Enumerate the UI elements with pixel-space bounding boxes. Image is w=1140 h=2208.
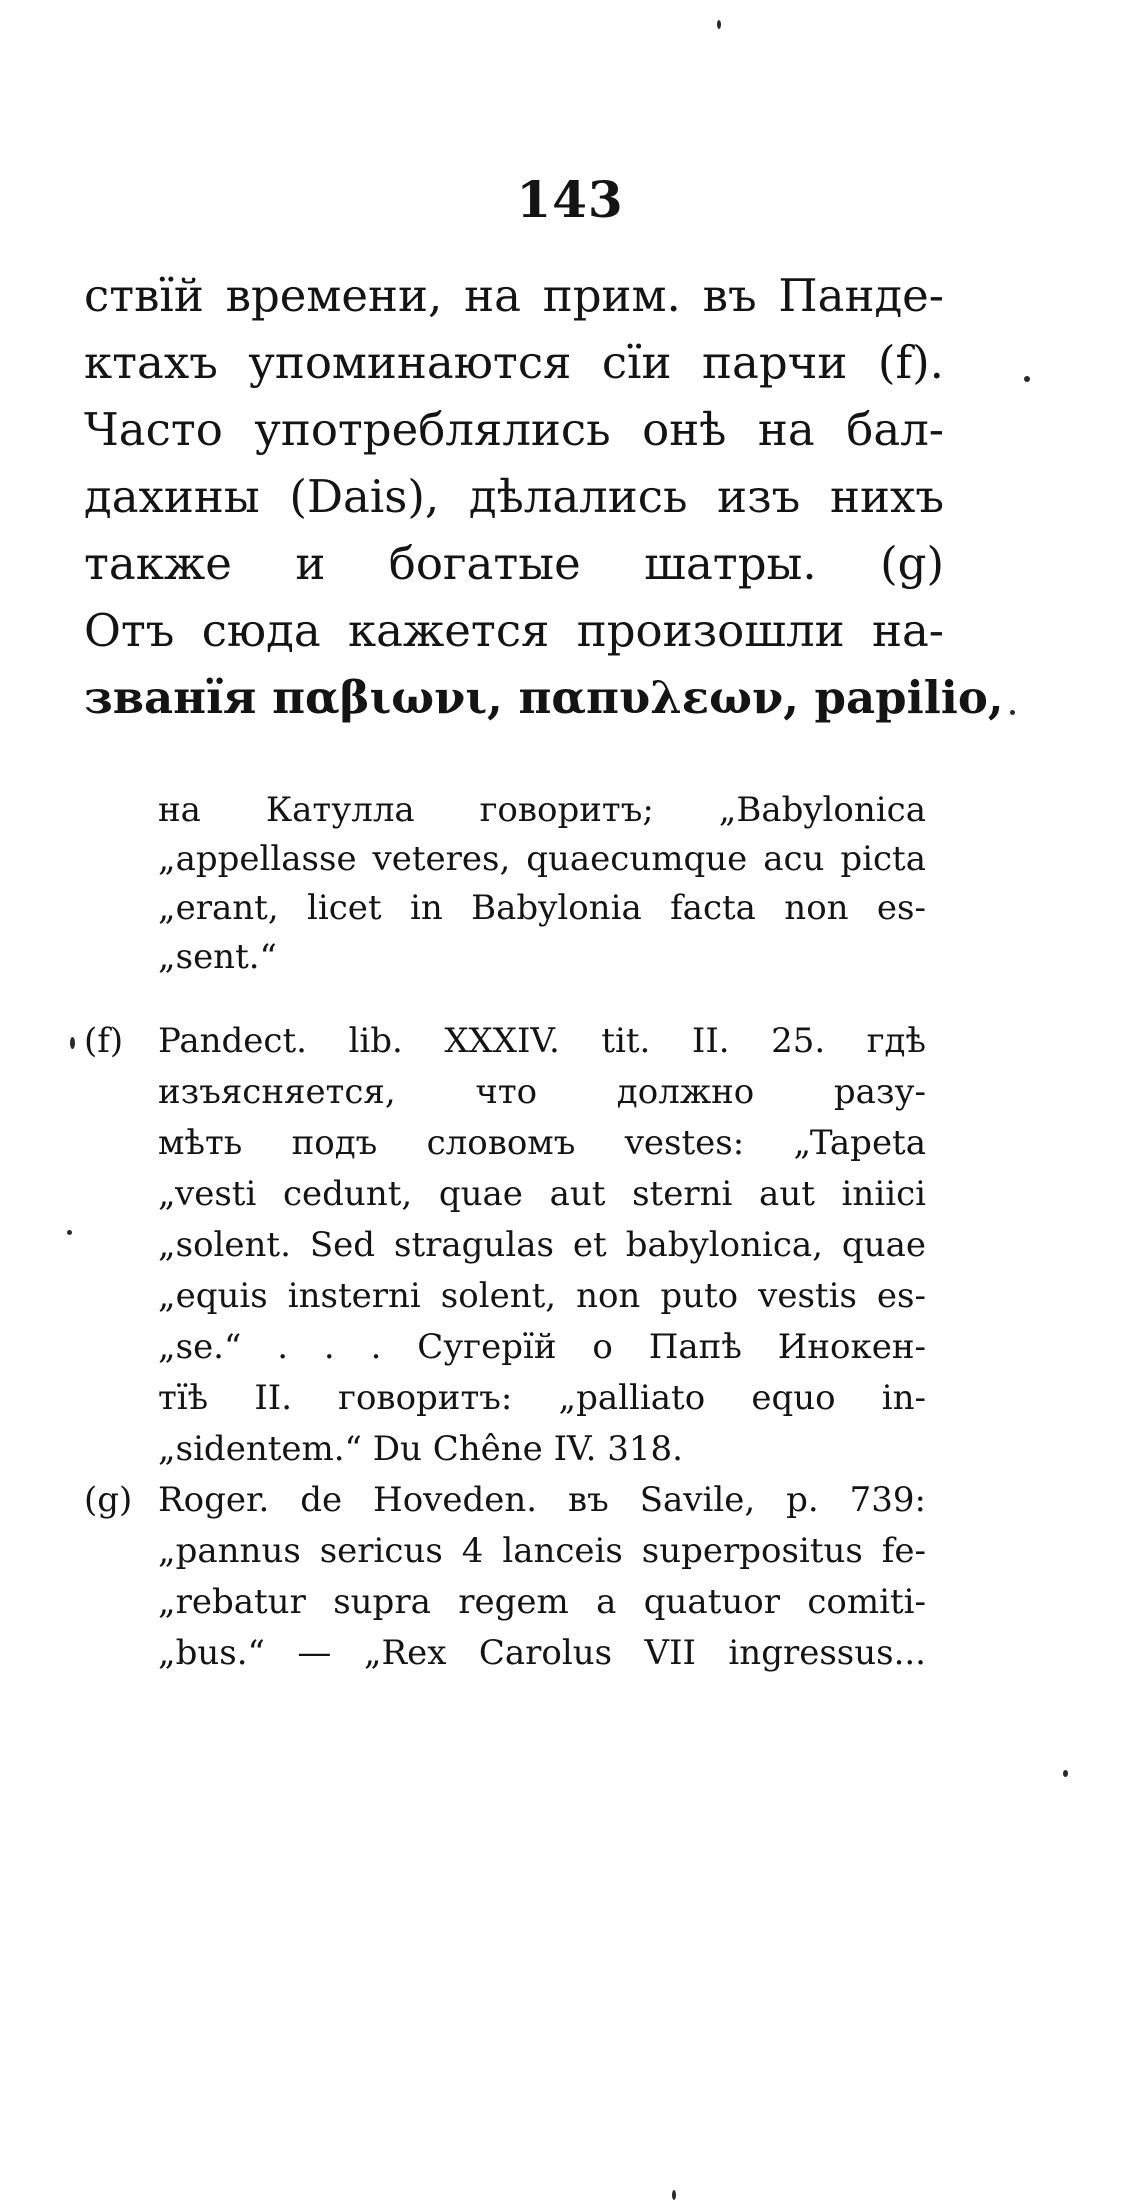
footnote-line: „bus.“ — „Rex Carolus VII ingressus... <box>158 1633 926 1673</box>
footnote-line: Pandect. lib. XXXIV. tit. II. 25. гдѣ <box>158 1021 926 1061</box>
footnote-line: мѣть подъ словомъ vestes: „Tapeta <box>158 1123 926 1163</box>
footnote-line: тїѣ II. говоритъ: „palliato equo in- <box>158 1378 926 1418</box>
scan-speck <box>1024 376 1030 382</box>
footnote-line: на Катулла говоритъ; „Babylonica <box>158 790 926 830</box>
continued-footnote <box>158 786 926 982</box>
footnote-line: „sidentem.“ Du Chêne IV. 318. <box>158 1429 683 1469</box>
footnote-g <box>84 1475 926 1679</box>
scan-speck <box>672 2190 676 2200</box>
footnote-line: „appellasse veteres, quaecumque acu picta <box>158 839 926 879</box>
footnote-line: „solent. Sed stragulas et babylonica, quae <box>158 1225 926 1265</box>
footnote-line: „sent.“ <box>158 937 277 977</box>
footnote-line: „se.“ . . . Сугерїй о Папѣ Инокен- <box>158 1327 926 1367</box>
footnote-marker: (f) <box>84 1021 124 1061</box>
footnote-line: Roger. de Hoveden. въ Savile, p. 739: <box>158 1480 926 1520</box>
footnote-line: „rebatur supra regem a quatuor comiti- <box>158 1582 926 1622</box>
footnotes <box>84 1016 926 1679</box>
scan-speck <box>67 1230 72 1235</box>
main-text-line: ктахъ упоминаются сїи парчи (f). <box>84 336 944 389</box>
footnote-marker: (g) <box>84 1480 133 1520</box>
footnote-line: „pannus sericus 4 lanceis superpositus fe- <box>158 1531 926 1571</box>
main-text-line: Отъ сюда кажется произошли на- <box>84 604 944 657</box>
footnote-line: „vesti cedunt, quae aut sterni aut iniici <box>158 1174 926 1214</box>
scan-speck <box>1010 710 1015 715</box>
main-text-line: дахины (Dais), дѣлались изъ нихъ <box>84 470 944 523</box>
footnote-line: изъясняется, что должно разу- <box>158 1072 926 1112</box>
footnote-line: „equis insterni solent, non puto vestis es- <box>158 1276 926 1316</box>
main-text-line: ствїй времени, на прим. въ Панде- <box>84 269 944 322</box>
main-text-line: званїя παβιωνι, παπυλεων, papilio, <box>84 671 1004 724</box>
scan-speck <box>1063 1770 1068 1777</box>
scan-speck <box>70 1037 75 1049</box>
footnote-f <box>84 1016 926 1475</box>
main-text-line: Часто употреблялись онѣ на бал- <box>84 403 944 456</box>
main-text <box>84 262 1004 731</box>
footnote-line: „erant, licet in Babylonia facta non es- <box>158 888 926 928</box>
scan-speck <box>717 20 721 29</box>
page-number: 143 <box>516 170 624 229</box>
main-text-line: также и богатые шатры. (g) <box>84 537 944 590</box>
